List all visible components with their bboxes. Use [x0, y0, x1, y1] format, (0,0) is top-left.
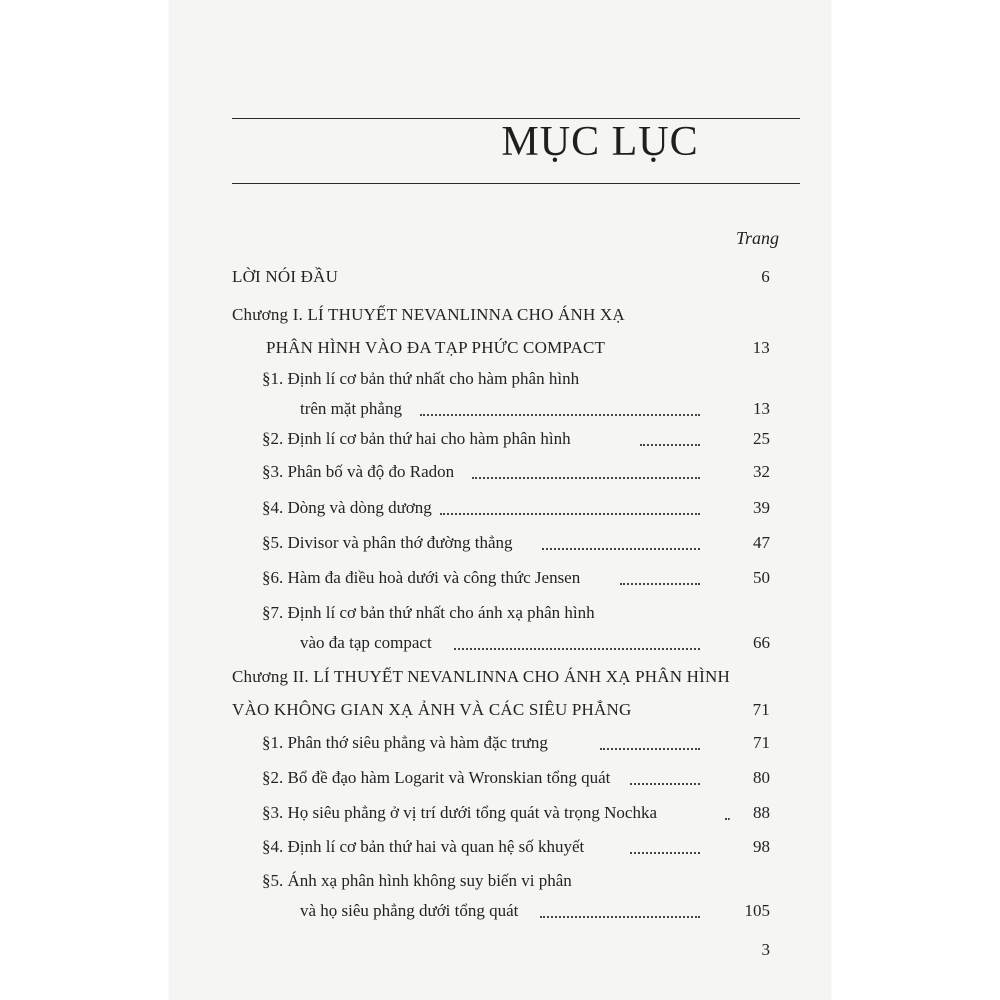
toc-entry-text: và họ siêu phẳng dưới tổng quát	[300, 901, 519, 920]
toc-line	[170, 300, 830, 333]
toc-line	[170, 333, 830, 366]
toc-line	[170, 695, 830, 728]
toc-entry-text: §3. Phân bố và độ đo Radon	[262, 462, 455, 481]
toc-entry-text: VÀO KHÔNG GIAN XẠ ẢNH VÀ CÁC SIÊU PHẲNG	[232, 700, 632, 719]
toc-line	[170, 493, 830, 523]
dot-leader	[630, 852, 700, 854]
toc-entry	[170, 598, 830, 658]
toc-entry-page: 25	[753, 429, 770, 448]
toc-entry-text: §2. Định lí cơ bản thứ hai cho hàm phân hình	[262, 429, 571, 448]
toc-entry-text: §5. Ánh xạ phân hình không suy biến vi phân	[262, 871, 572, 890]
toc-entry	[170, 798, 830, 828]
dot-leader	[542, 548, 700, 550]
toc-entry	[170, 457, 830, 487]
toc-entry-text: Chương II. LÍ THUYẾT NEVANLINNA CHO ÁNH XẠ PHÂN HÌNH	[232, 667, 730, 686]
toc-line	[170, 866, 830, 896]
dot-leader	[440, 513, 700, 515]
toc-entry-page: 80	[753, 768, 770, 787]
toc-entry	[170, 364, 830, 424]
dot-leader	[600, 748, 700, 750]
toc-entry	[170, 424, 830, 454]
toc-entry	[170, 262, 830, 292]
toc-entry	[170, 832, 830, 862]
toc-line	[170, 394, 830, 424]
toc-entry	[170, 300, 830, 366]
toc-entry	[170, 563, 830, 593]
toc-entry-page: 50	[753, 568, 770, 587]
toc-entry-text: §7. Định lí cơ bản thứ nhất cho ánh xạ phân hình	[262, 603, 595, 622]
toc-line	[170, 628, 830, 658]
toc-entry-page: 6	[761, 267, 770, 286]
toc-entry-text: LỜI NÓI ĐẦU	[232, 267, 339, 286]
toc-entry	[170, 866, 830, 926]
dot-leader	[420, 414, 700, 416]
toc-entry-text: vào đa tạp compact	[300, 633, 432, 652]
toc-line	[170, 832, 830, 862]
toc-entry-text: §1. Phân thớ siêu phẳng và hàm đặc trưng	[262, 733, 548, 752]
toc-entry-text: §5. Divisor và phân thớ đường thẳng	[262, 533, 513, 552]
toc-entry	[170, 528, 830, 558]
dot-leader	[472, 477, 700, 479]
toc-entry	[170, 493, 830, 523]
toc-entry-text: Chương I. LÍ THUYẾT NEVANLINNA CHO ÁNH XẠ	[232, 305, 625, 324]
toc-entry-text: §2. Bổ đề đạo hàm Logarit và Wronskian tổng quát	[262, 768, 611, 787]
toc-entry-page: 47	[753, 533, 770, 552]
toc-entry-page: 105	[744, 901, 770, 920]
toc-entry-text: §4. Dòng và dòng dương	[262, 498, 432, 517]
dot-leader	[454, 648, 700, 650]
toc-line	[170, 364, 830, 394]
toc-line	[170, 728, 830, 758]
page-column-label: Trang	[735, 228, 779, 248]
toc-line	[170, 798, 830, 828]
toc-line	[170, 457, 830, 487]
title-underline	[232, 183, 800, 184]
toc-entry-text: §1. Định lí cơ bản thứ nhất cho hàm phân hình	[262, 369, 580, 388]
toc-entry	[170, 662, 830, 728]
dot-leader	[620, 583, 700, 585]
book-page	[170, 0, 830, 1000]
toc-entry-page: 66	[753, 633, 770, 652]
toc-entry	[170, 728, 830, 758]
toc-line	[170, 563, 830, 593]
toc-entry-text: §4. Định lí cơ bản thứ hai và quan hệ số khuyết	[262, 837, 585, 856]
toc-entry	[170, 763, 830, 793]
toc-entry-text: §3. Họ siêu phẳng ở vị trí dưới tổng quát và trọng Nochka	[262, 803, 657, 822]
toc-entry-text: PHÂN HÌNH VÀO ĐA TẠP PHỨC COMPACT	[266, 338, 606, 357]
toc-line	[170, 528, 830, 558]
toc-entry-page: 71	[752, 700, 770, 719]
toc-line	[170, 763, 830, 793]
page-title: MỤC LỤC	[501, 119, 699, 165]
toc-line	[170, 896, 830, 926]
toc-line	[170, 262, 830, 292]
toc-line	[170, 662, 830, 695]
page-number: 3	[761, 940, 770, 959]
toc-entry-text: trên mặt phẳng	[300, 399, 402, 418]
toc-line	[170, 598, 830, 628]
toc-entry-text: §6. Hàm đa điều hoà dưới và công thức Jensen	[262, 568, 581, 587]
toc-entry-page: 13	[752, 338, 770, 357]
dot-leader	[630, 783, 700, 785]
dot-leader	[640, 444, 700, 446]
toc-entry-page: 32	[753, 462, 770, 481]
toc-entry-page: 98	[753, 837, 770, 856]
dot-leader	[540, 916, 700, 918]
toc-line	[170, 424, 830, 454]
toc-entry-page: 13	[753, 399, 770, 418]
toc-entry-page: 39	[753, 498, 770, 517]
toc-entry-page: 88	[753, 803, 770, 822]
toc-entry-page: 71	[753, 733, 770, 752]
